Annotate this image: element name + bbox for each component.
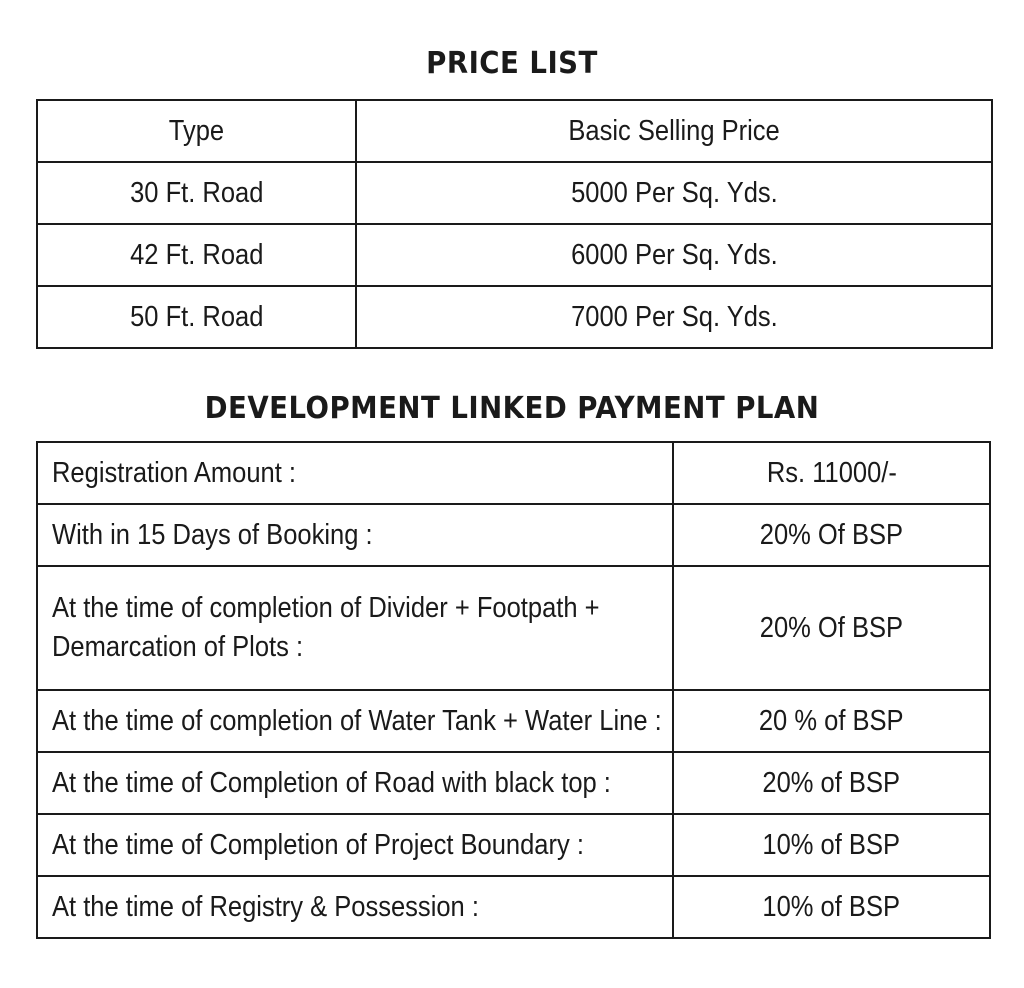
stage-amount: 10% of BSP bbox=[673, 876, 990, 938]
stage-amount: Rs. 11000/- bbox=[673, 442, 990, 504]
stage-label: At the time of Registry & Possession : bbox=[37, 876, 673, 938]
price-list-title: PRICE LIST bbox=[426, 46, 598, 81]
table-row bbox=[37, 814, 990, 876]
table-row bbox=[37, 752, 990, 814]
table-row bbox=[37, 286, 992, 348]
table-row bbox=[37, 162, 992, 224]
price-cell: 6000 Per Sq. Yds. bbox=[356, 224, 992, 286]
table-row bbox=[37, 442, 990, 504]
stage-label: At the time of Completion of Project Boundary : bbox=[37, 814, 673, 876]
price-cell: 5000 Per Sq. Yds. bbox=[356, 162, 992, 224]
table-row bbox=[37, 690, 990, 752]
stage-amount: 10% of BSP bbox=[673, 814, 990, 876]
stage-label: With in 15 Days of Booking : bbox=[37, 504, 673, 566]
stage-amount: 20% of BSP bbox=[673, 752, 990, 814]
stage-label-line-2: Demarcation of Plots : bbox=[52, 631, 304, 663]
type-cell: 30 Ft. Road bbox=[37, 162, 356, 224]
header-type: Type bbox=[37, 100, 356, 162]
type-cell: 42 Ft. Road bbox=[37, 224, 356, 286]
table-row bbox=[37, 504, 990, 566]
stage-amount: 20 % of BSP bbox=[673, 690, 990, 752]
stage-label: At the time of Completion of Road with black top : bbox=[37, 752, 673, 814]
table-row bbox=[37, 566, 990, 690]
payment-plan-table bbox=[36, 441, 991, 939]
price-cell: 7000 Per Sq. Yds. bbox=[356, 286, 992, 348]
stage-label: Registration Amount : bbox=[37, 442, 673, 504]
stage-amount: 20% Of BSP bbox=[673, 504, 990, 566]
stage-label: At the time of completion of Water Tank + Water Line : bbox=[37, 690, 673, 752]
stage-amount: 20% Of BSP bbox=[673, 566, 990, 690]
stage-label bbox=[37, 566, 673, 690]
table-row bbox=[37, 224, 992, 286]
table-header-row bbox=[37, 100, 992, 162]
price-list-table bbox=[36, 99, 993, 349]
table-row bbox=[37, 876, 990, 938]
stage-label-line-1: At the time of completion of Divider + Footpath + bbox=[52, 592, 600, 624]
header-basic-selling-price: Basic Selling Price bbox=[356, 100, 992, 162]
type-cell: 50 Ft. Road bbox=[37, 286, 356, 348]
payment-plan-title: DEVELOPMENT LINKED PAYMENT PLAN bbox=[204, 391, 820, 426]
